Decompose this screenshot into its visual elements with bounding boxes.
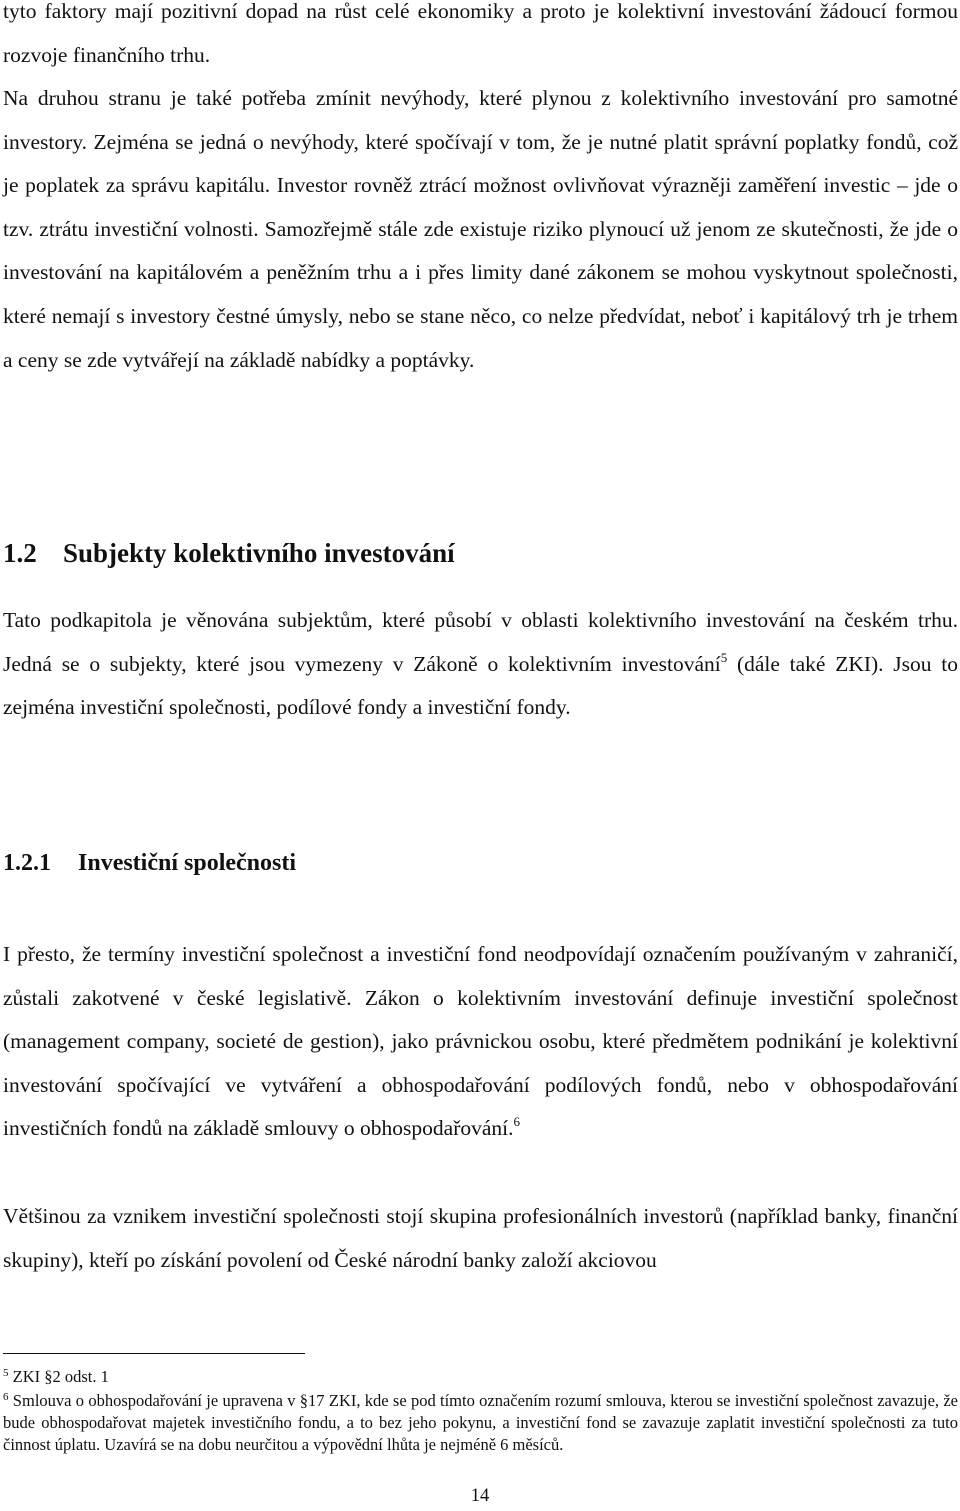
paragraph-subjects-text-b: (dále také ZKI). Jsou to zejména investiční společnosti, podílové fondy a investiční fondy. [3, 651, 958, 720]
paragraph-subjects [3, 599, 958, 730]
section-title: Subjekty kolektivního investování [63, 538, 455, 568]
section-heading [3, 538, 455, 569]
footnote-ref-5: 5 [720, 649, 728, 665]
paragraph-subjects-text-a: Tato podkapitola je věnována subjektům, které působí v oblasti kolektivního investování na českém trhu. Jedná se o subjekty, které jsou vymezeny v Zákoně o kolektivním investování [3, 608, 958, 676]
footnote-5-number: 5 [3, 1367, 9, 1379]
footnote-5-text: ZKI §2 odst. 1 [8, 1367, 109, 1386]
page-number: 14 [470, 1486, 490, 1506]
paragraph-investment-companies-text: I přesto, že termíny investiční společnost a investiční fond neodpovídají označením používaným v zahraničí, zůstali zakotvené v české legislativě. Zákon o kolektivním investování definuje investiční společnost (management company, societé de gestion), jako právnickou osobu, které předmětem podnikání je kolektivní investování spočívající ve vytváření a obhospodařování podílových fondů, nebo v obhospodařování investičních fondů na základě smlouvy o obhospodařování. [3, 942, 958, 1141]
subsection-title: Investiční společnosti [78, 850, 297, 876]
subsection-number: 1.2.1 [3, 850, 51, 876]
footnote-separator [3, 1353, 305, 1354]
paragraph-founders: Většinou za vznikem investiční společnosti stojí skupina profesionálních investorů (například banky, finanční skupiny), kteří po získání povolení od České národní banky založí akciovou [3, 1204, 958, 1272]
footnote-6-text: Smlouva o obhospodařování je upravena v §17 ZKI, kde se pod tímto označením rozumí smlouva, kterou se investiční společnost zavazuje, že bude obhospodařovat majetek investičního fondu, a to bez jeho pokynu, a investiční fond se zavazuje zaplatit investiční společnosti za tuto činnost úplatu. Uzavírá se na dobu neurčitou a výpovědní lhůta je nejméně 6 měsíců. [3, 1391, 958, 1454]
footnote-6 [3, 1390, 958, 1456]
subsection-heading [3, 850, 296, 877]
paragraph-investment-companies [3, 933, 958, 1151]
paragraph-intro-end: tyto faktory mají pozitivní dopad na růst celé ekonomiky a proto je kolektivní investování žádoucí formou rozvoje finančního trhu. [3, 0, 958, 67]
footnote-6-number: 6 [3, 1391, 9, 1403]
section-number: 1.2 [3, 538, 37, 568]
paragraph-disadvantages: Na druhou stranu je také potřeba zmínit nevýhody, které plynou z kolektivního investování pro samotné investory. Zejména se jedná o nevýhody, které spočívají v tom, že je nutné platit správní poplatky fondů, což je poplatek za správu kapitálu. Investor rovněž ztrácí možnost ovlivňovat výrazněji zaměření investic – jde o tzv. ztrátu investiční volnosti. Samozřejmě stále zde existuje riziko plynoucí už jenom ze skutečnosti, že jde o investování na kapitálovém a peněžním trhu a i přes limity dané zákonem se mohou vyskytnout společnosti, které nemají s investory čestné úmysly, nebo se stane něco, co nelze předvídat, neboť i kapitálový trh je trhem a ceny se zde vytvářejí na základě nabídky a poptávky. [3, 86, 958, 372]
footnote-ref-6: 6 [513, 1114, 521, 1130]
footnote-5 [3, 1366, 958, 1388]
